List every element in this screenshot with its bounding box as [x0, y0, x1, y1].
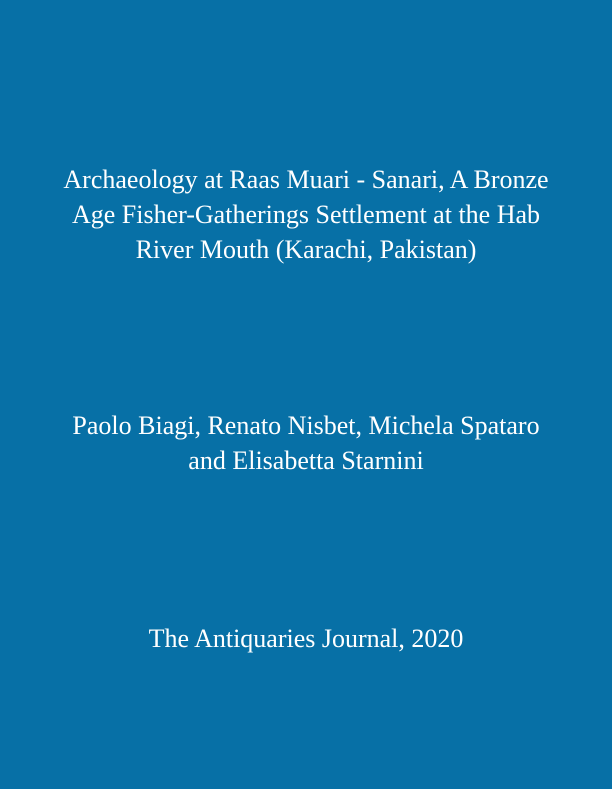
journal-line: The Antiquaries Journal, 2020 — [148, 624, 464, 653]
document-title — [0, 162, 612, 267]
title-line: River Mouth (Karachi, Pakistan) — [135, 235, 477, 264]
author-list — [0, 408, 612, 478]
journal-citation — [0, 621, 612, 656]
title-line: Archaeology at Raas Muari - Sanari, A Bronze — [63, 165, 549, 194]
title-line: Age Fisher-Gatherings Settlement at the Hab — [71, 200, 541, 229]
author-line: and Elisabetta Starnini — [188, 446, 424, 475]
author-line: Paolo Biagi, Renato Nisbet, Michela Spataro — [72, 411, 540, 440]
